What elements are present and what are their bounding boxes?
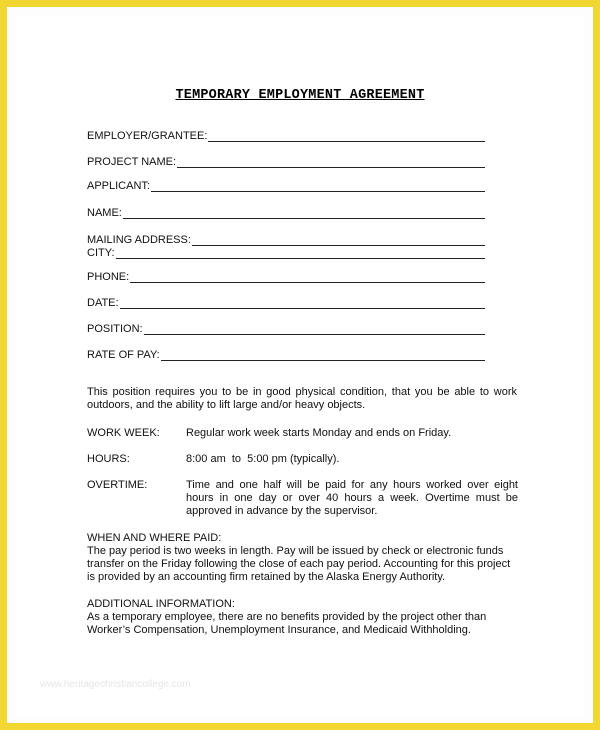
city-field[interactable] xyxy=(87,245,485,259)
field-line[interactable] xyxy=(161,350,485,361)
field-label: POSITION: xyxy=(87,323,143,335)
field-line[interactable] xyxy=(177,157,485,168)
when-paid-heading: WHEN AND WHERE PAID: xyxy=(87,532,222,544)
field-line[interactable] xyxy=(116,248,485,259)
document-title: TEMPORARY EMPLOYMENT AGREEMENT xyxy=(175,88,425,103)
field-line[interactable] xyxy=(123,208,485,219)
mailing-address-field[interactable] xyxy=(87,232,485,246)
applicant-field[interactable] xyxy=(87,178,485,192)
term-value: Regular work week starts Monday and ends on Friday. xyxy=(186,427,452,439)
when-paid-body: The pay period is two weeks in length. Pay will be issued by check or electronic funds transfer on the Friday following the close of each pay period. Accounting for this project is provided by an accounting firm retained by the Alaska Energy Authority. xyxy=(87,545,511,583)
field-label: PROJECT NAME: xyxy=(87,156,177,168)
field-label: APPLICANT: xyxy=(87,180,150,192)
project-name-field[interactable] xyxy=(87,154,485,168)
field-label: RATE OF PAY: xyxy=(87,349,160,361)
additional-info-body: As a temporary employee, there are no benefits provided by the project other than Worker’s Compensation, Unemployment Insurance, and Medicaid Withholding. xyxy=(87,611,487,636)
term-value: 8:00 am to 5:00 pm (typically). xyxy=(186,453,340,465)
term-value: Time and one half will be paid for any hours worked over eight hours in one day or over 40 hours a week. Overtime must be approved in advance by the supervisor. xyxy=(186,479,518,517)
name-field[interactable] xyxy=(87,205,485,219)
field-label: CITY: xyxy=(87,247,115,259)
watermark: www.heritagechristiancollege.com xyxy=(40,679,191,690)
field-line[interactable] xyxy=(130,272,485,283)
additional-info-heading: ADDITIONAL INFORMATION: xyxy=(87,598,235,610)
employer-grantee-field[interactable] xyxy=(87,128,485,142)
date-field[interactable] xyxy=(87,295,485,309)
field-line[interactable] xyxy=(151,181,485,192)
term-label: WORK WEEK: xyxy=(87,427,160,439)
field-label: NAME: xyxy=(87,207,122,219)
term-label: OVERTIME: xyxy=(87,479,148,491)
field-label: DATE: xyxy=(87,297,119,309)
field-label: MAILING ADDRESS: xyxy=(87,234,191,246)
phone-field[interactable] xyxy=(87,269,485,283)
field-label: PHONE: xyxy=(87,271,130,283)
field-label: EMPLOYER/GRANTEE: xyxy=(87,130,208,142)
term-label: HOURS: xyxy=(87,453,130,465)
rate-of-pay-field[interactable] xyxy=(87,347,485,361)
field-line[interactable] xyxy=(144,324,485,335)
field-line[interactable] xyxy=(208,131,485,142)
intro-paragraph: This position requires you to be in good physical condition, that you be able to work outdoors, and the ability to lift large and/or heavy objects. xyxy=(87,386,517,411)
field-line[interactable] xyxy=(120,298,485,309)
position-field[interactable] xyxy=(87,321,485,335)
